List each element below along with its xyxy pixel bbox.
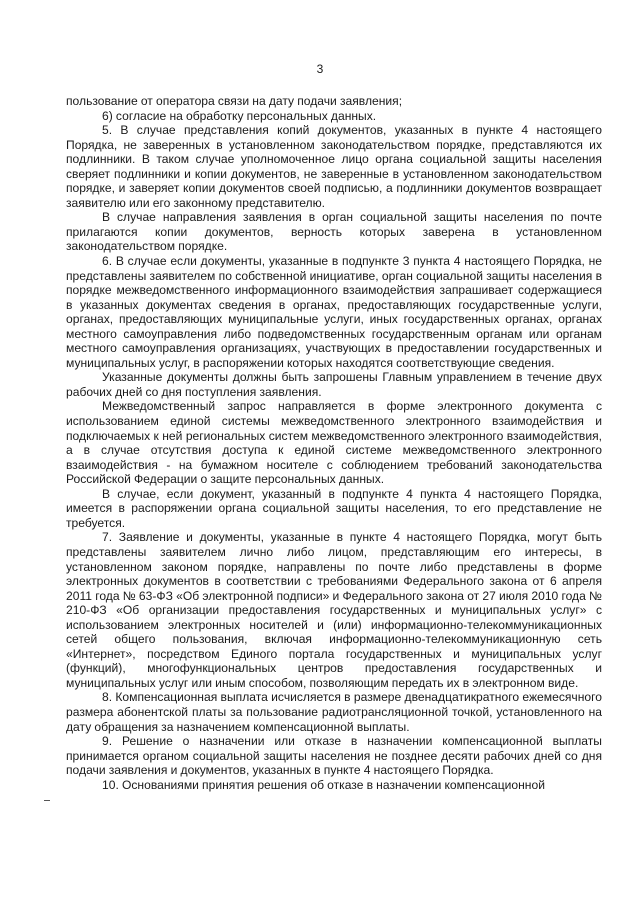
paragraph-clause-7: 7. Заявление и документы, указанные в пункте 4 настоящего Порядка, могут быть представлены заявителем лично либо лицом, представляющим его интересы, в установленном законом порядке, направлены по почте либо представлены в форме электронных документов в соответствии с требованиями Федерального закона от 6 апреля 2011 года № 63-ФЗ «Об электронной подписи» и Федерального закона от 27 июля 2010 года № 210-ФЗ «Об организации предоставления государственных и муниципальных услуг» с использованием электронных носителей и (или) информационно-телекоммуникационных сетей общего пользования, включая информационно-телекоммуникационную сеть «Интернет», посредством Единого портала государственных и муниципальных услуг (функций), многофункциональных центров предоставления государственных и муниципальных услуг или иным способом, позволяющим передать их в электронном виде. <box>66 530 602 690</box>
paragraph-clause-8: 8. Компенсационная выплата исчисляется в размере двенадцатикратного ежемесячного размера абонентской платы за пользование радиотрансляционной точкой, установленного на дату обращения за назначением компенсационной выплаты. <box>66 690 602 734</box>
paragraph-item-6-consent: 6) согласие на обработку персональных данных. <box>102 108 377 123</box>
paragraph-clause-10: 10. Основаниями принятия решения об отказе в назначении компенсационной <box>102 777 545 792</box>
paragraph-interagency-request: Межведомственный запрос направляется в форме электронного документа с использованием единой системы межведомственного электронного взаимодействия и подключаемых к ней региональных систем межведомственного электронного взаимодействия, а в случае отсутствия доступа к единой системе межведомственного электронного взаимодействия - на бумажном носителе с соблюдением требований законодательства Российской Федерации о защите персональных данных. <box>66 399 602 487</box>
paragraph-document-available: В случае, если документ, указанный в подпункте 4 пункта 4 настоящего Порядка, имеется в распоряжении органа социальной защиты населения, то его представление не требуется. <box>66 486 602 530</box>
margin-mark <box>44 800 50 801</box>
page-number: 3 <box>316 62 324 76</box>
paragraph-clause-5: 5. В случае представления копий документов, указанных в пункте 4 настоящего Порядка, не заверенных в установленном законодательством порядке, представляются их подлинники. В таком случае уполномоченное лицо органа социальной защиты населения сверяет подлинники и копии документов, не заверенные в установленном законодательством порядке, и заверяет копии документов своей подписью, а подлинники документов возвращает заявителю или его законному представителю. <box>66 123 602 210</box>
paragraph-clause-6: 6. В случае если документы, указанные в подпункте 3 пункта 4 настоящего Порядка, не представлены заявителем по собственной инициативе, орган социальной защиты населения в порядке межведомственного информационного взаимодействия запрашивает содержащиеся в указанных документах сведения в органах, предоставляющих государственные услуги, органах, предоставляющих муниципальные услуги, иных государственных органах, органах местного самоуправления либо подведомственных государственным органам или органам местного самоуправления организациях, участвующих в предоставлении государственных и муниципальных услуг, в распоряжении которых находятся соответствующие сведения. <box>66 254 602 370</box>
paragraph-clause-9: 9. Решение о назначении или отказе в назначении компенсационной выплаты принимается органом социальной защиты населения не позднее десяти рабочих дней со дня подачи заявления и документов, указанных в пункте 4 настоящего Порядка. <box>66 734 602 778</box>
paragraph-continuation: пользование от оператора связи на дату подачи заявления; <box>66 94 403 108</box>
document-body <box>66 94 602 792</box>
paragraph-request-deadline: Указанные документы должны быть запрошены Главным управлением в течение двух рабочих дней со дня поступления заявления. <box>66 370 602 399</box>
paragraph-postal-submission: В случае направления заявления в орган социальной защиты населения по почте прилагаются копии документов, верность которых заверена в установленном законодательством порядке. <box>66 210 602 254</box>
